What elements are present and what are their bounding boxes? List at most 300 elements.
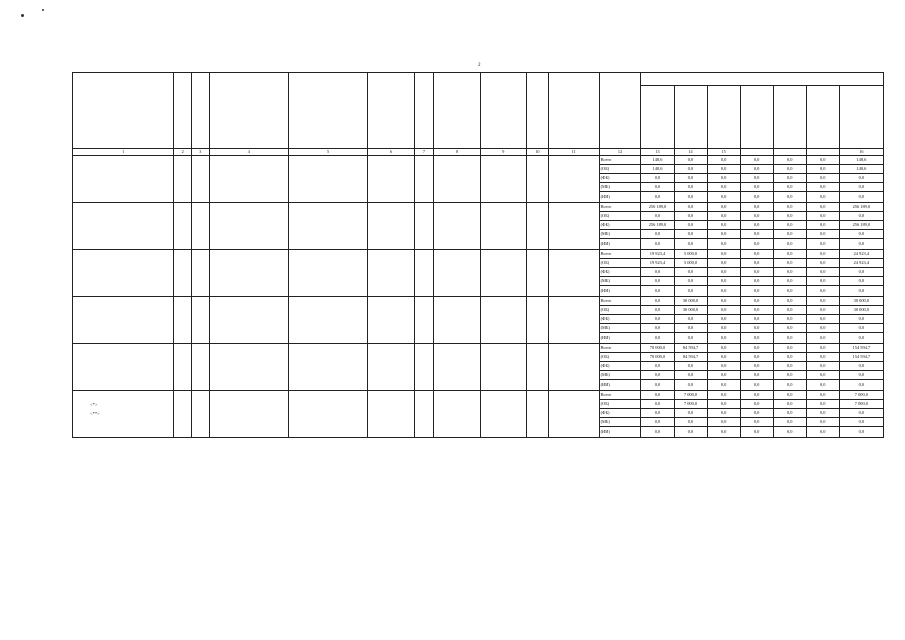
table-cell: 0,0: [740, 344, 773, 353]
blank-cell: [191, 203, 209, 250]
table-cell: 0,0: [707, 156, 740, 165]
table-cell: 0,0: [806, 371, 839, 380]
table-cell: 9: [480, 149, 526, 156]
table-cell: 0,0: [707, 221, 740, 230]
table-cell: 0,0: [773, 268, 806, 277]
table-cell: (ИИ): [599, 380, 641, 391]
table-cell: 154 594,7: [839, 353, 883, 362]
table-cell: (ФБ): [599, 315, 641, 324]
table-cell: 0,0: [773, 333, 806, 344]
table-cell: 0,0: [773, 380, 806, 391]
table-cell: Всего: [599, 250, 641, 259]
table-cell: (МБ): [599, 324, 641, 333]
table-cell: 0,0: [839, 427, 883, 438]
table-cell: (ФБ): [599, 174, 641, 183]
table-cell: (ОБ): [599, 353, 641, 362]
table-cell: 0,0: [707, 277, 740, 286]
table-cell: 0,0: [773, 427, 806, 438]
table-cell: 0,0: [806, 277, 839, 286]
table-cell: 0,0: [806, 427, 839, 438]
table-cell: 5 000,0: [674, 250, 707, 259]
table-cell: 0,0: [806, 297, 839, 306]
table-cell: 0,0: [707, 427, 740, 438]
blank-cell: [288, 344, 367, 391]
blank-cell: [526, 391, 548, 438]
table-cell: 0,0: [641, 183, 674, 192]
table-cell: 0,0: [773, 277, 806, 286]
table-cell: 0,0: [773, 418, 806, 427]
table-cell: [806, 149, 839, 156]
table-cell: 0,0: [707, 212, 740, 221]
table-cell: 0,0: [773, 344, 806, 353]
column-number-row: [73, 149, 884, 156]
blank-cell: [480, 250, 526, 297]
table-cell: 0,0: [740, 400, 773, 409]
table-cell: 24 923,4: [839, 250, 883, 259]
table-cell: 0,0: [674, 315, 707, 324]
table-cell: 0,0: [641, 400, 674, 409]
table-cell: 16: [839, 149, 883, 156]
blank-cell: [288, 203, 367, 250]
table-cell: 6: [368, 149, 414, 156]
blank-cell: [368, 297, 414, 344]
table-cell: 148,6: [839, 156, 883, 165]
table-cell: 0,0: [674, 277, 707, 286]
table-cell: 0,0: [641, 427, 674, 438]
table-cell: 0,0: [641, 418, 674, 427]
blank-cell: [414, 391, 434, 438]
table-cell: 7 000,0: [674, 391, 707, 400]
table-cell: 0,0: [740, 259, 773, 268]
table-cell: 0,0: [641, 212, 674, 221]
table-cell: 0,0: [773, 409, 806, 418]
table-cell: 30 000,0: [674, 306, 707, 315]
table-cell: 0,0: [773, 203, 806, 212]
blank-cell: [480, 344, 526, 391]
table-cell: 0,0: [641, 333, 674, 344]
table-cell: (МБ): [599, 183, 641, 192]
table-cell: 0,0: [839, 192, 883, 203]
table-cell: 0,0: [674, 418, 707, 427]
table-cell: (ИИ): [599, 192, 641, 203]
table-cell: 30 000,0: [674, 297, 707, 306]
table-cell: 0,0: [806, 353, 839, 362]
table-cell: 0,0: [806, 212, 839, 221]
table-cell: 0,0: [806, 400, 839, 409]
table-cell: 0,0: [806, 333, 839, 344]
table-cell: 0,0: [674, 268, 707, 277]
blank-cell: [368, 73, 414, 149]
table-cell: 0,0: [806, 391, 839, 400]
table-cell: [773, 149, 806, 156]
table-cell: 0,0: [740, 250, 773, 259]
blank-cell: [209, 156, 288, 203]
table-row: [73, 391, 884, 400]
table-cell: 0,0: [641, 239, 674, 250]
blank-cell: [548, 250, 599, 297]
table-row: [73, 156, 884, 165]
blank-cell: [740, 86, 773, 149]
table-cell: 0,0: [806, 183, 839, 192]
table-cell: 0,0: [839, 380, 883, 391]
table-cell: 0,0: [641, 380, 674, 391]
table-cell: 0,0: [641, 409, 674, 418]
table-cell: 0,0: [839, 371, 883, 380]
scan-speck: [21, 14, 24, 17]
blank-cell: [209, 344, 288, 391]
table-cell: 11: [548, 149, 599, 156]
table-row: [73, 250, 884, 259]
table-cell: (ФБ): [599, 362, 641, 371]
table-cell: 0,0: [773, 306, 806, 315]
blank-cell: [414, 203, 434, 250]
table-cell: 0,0: [740, 427, 773, 438]
table-cell: 0,0: [773, 250, 806, 259]
blank-cell: [209, 297, 288, 344]
table-cell: 0,0: [773, 192, 806, 203]
table-cell: 0,0: [641, 306, 674, 315]
blank-cell: [526, 203, 548, 250]
table-cell: 0,0: [839, 362, 883, 371]
table-cell: 0,0: [806, 418, 839, 427]
blank-cell: [73, 344, 174, 391]
table-cell: [740, 149, 773, 156]
table-cell: 0,0: [674, 165, 707, 174]
table-cell: 0,0: [707, 391, 740, 400]
table-cell: 0,0: [740, 362, 773, 371]
table-cell: 0,0: [674, 371, 707, 380]
blank-cell: [73, 73, 174, 149]
blank-cell: [414, 250, 434, 297]
table-cell: 7: [414, 149, 434, 156]
table-cell: 15: [707, 149, 740, 156]
table-cell: 0,0: [740, 239, 773, 250]
table-cell: 0,0: [740, 174, 773, 183]
table-cell: 0,0: [707, 344, 740, 353]
table-cell: 0,0: [773, 230, 806, 239]
table-cell: 0,0: [740, 324, 773, 333]
table-cell: 12: [599, 149, 641, 156]
table-cell: 0,0: [740, 418, 773, 427]
table-cell: 256 189,0: [839, 221, 883, 230]
blank-cell: [174, 250, 192, 297]
table-cell: 0,0: [707, 165, 740, 174]
table-cell: (ОБ): [599, 259, 641, 268]
blank-cell: [191, 250, 209, 297]
blank-cell: [288, 250, 367, 297]
blank-cell: [548, 297, 599, 344]
blank-cell: [707, 86, 740, 149]
table-cell: Всего: [599, 156, 641, 165]
table-cell: 0,0: [806, 230, 839, 239]
blank-cell: [434, 250, 480, 297]
table-cell: 148,6: [641, 156, 674, 165]
blank-cell: [806, 86, 839, 149]
table-cell: 1: [73, 149, 174, 156]
blank-cell: [434, 73, 480, 149]
blank-cell: [480, 391, 526, 438]
table-cell: 0,0: [707, 409, 740, 418]
table-cell: 0,0: [707, 259, 740, 268]
table-cell: Всего: [599, 297, 641, 306]
blank-cell: [288, 73, 367, 149]
table-row: [73, 203, 884, 212]
blank-cell: [548, 156, 599, 203]
table-cell: 0,0: [641, 174, 674, 183]
blank-cell: [526, 297, 548, 344]
table-cell: 0,0: [773, 391, 806, 400]
table-cell: 0,0: [806, 306, 839, 315]
table-cell: (ФБ): [599, 268, 641, 277]
table-cell: 0,0: [740, 333, 773, 344]
footnote-2: <**>: [90, 411, 100, 416]
table-cell: (ОБ): [599, 165, 641, 174]
blank-cell: [414, 344, 434, 391]
table-cell: 0,0: [707, 183, 740, 192]
table-cell: 0,0: [740, 277, 773, 286]
table-cell: 0,0: [641, 297, 674, 306]
table-cell: 0,0: [641, 230, 674, 239]
table-cell: 70 000,0: [641, 353, 674, 362]
blank-cell: [526, 250, 548, 297]
blank-cell: [288, 156, 367, 203]
table-cell: 0,0: [674, 239, 707, 250]
blank-cell: [368, 250, 414, 297]
table-cell: (ФБ): [599, 221, 641, 230]
table-cell: 0,0: [707, 268, 740, 277]
table-cell: 0,0: [806, 315, 839, 324]
table-cell: 0,0: [740, 230, 773, 239]
table-cell: 5 000,0: [674, 259, 707, 268]
table-cell: 0,0: [707, 333, 740, 344]
table-cell: 24 923,4: [839, 259, 883, 268]
table-cell: 256 189,0: [641, 203, 674, 212]
blank-cell: [368, 156, 414, 203]
table-cell: 0,0: [641, 268, 674, 277]
blank-cell: [174, 203, 192, 250]
table-cell: 0,0: [740, 297, 773, 306]
table-cell: 0,0: [740, 353, 773, 362]
table-cell: 0,0: [806, 409, 839, 418]
table-cell: 256 189,0: [839, 203, 883, 212]
table-cell: 0,0: [641, 362, 674, 371]
blank-cell: [191, 156, 209, 203]
table-cell: 0,0: [806, 203, 839, 212]
blank-cell: [434, 391, 480, 438]
table-cell: (ОБ): [599, 212, 641, 221]
table-cell: 0,0: [707, 286, 740, 297]
table-cell: (МБ): [599, 371, 641, 380]
table-cell: 7 000,0: [839, 391, 883, 400]
scan-speck: [42, 9, 44, 11]
table-cell: 0,0: [839, 324, 883, 333]
table-cell: 0,0: [740, 371, 773, 380]
blank-cell: [209, 73, 288, 149]
blank-cell: [434, 344, 480, 391]
table-cell: 0,0: [773, 286, 806, 297]
table-cell: 0,0: [806, 268, 839, 277]
blank-cell: [839, 86, 883, 149]
table-cell: 10: [526, 149, 548, 156]
table-cell: 0,0: [674, 409, 707, 418]
blank-cell: [480, 297, 526, 344]
blank-cell: [368, 203, 414, 250]
table-cell: 0,0: [740, 165, 773, 174]
table-cell: (МБ): [599, 418, 641, 427]
table-cell: 0,0: [806, 344, 839, 353]
table-cell: 19 923,4: [641, 250, 674, 259]
table-cell: 0,0: [674, 156, 707, 165]
table-cell: 0,0: [740, 156, 773, 165]
table-cell: [641, 73, 884, 86]
table-cell: 0,0: [707, 418, 740, 427]
table-cell: 0,0: [641, 371, 674, 380]
table-cell: 0,0: [707, 250, 740, 259]
table-cell: 0,0: [773, 221, 806, 230]
table-cell: 0,0: [707, 239, 740, 250]
table-cell: 148,6: [839, 165, 883, 174]
table-cell: 0,0: [740, 409, 773, 418]
blank-cell: [434, 156, 480, 203]
table-cell: 0,0: [806, 286, 839, 297]
blank-cell: [174, 156, 192, 203]
table-cell: 0,0: [839, 174, 883, 183]
blank-cell: [526, 156, 548, 203]
table-cell: 148,6: [641, 165, 674, 174]
blank-cell: [599, 73, 641, 149]
table-cell: 0,0: [773, 315, 806, 324]
table-cell: 14: [674, 149, 707, 156]
table-cell: 0,0: [740, 268, 773, 277]
blank-cell: [414, 73, 434, 149]
table-cell: 0,0: [674, 230, 707, 239]
table-cell: (ИИ): [599, 427, 641, 438]
blank-cell: [209, 203, 288, 250]
table-cell: 0,0: [740, 286, 773, 297]
table-cell: 0,0: [674, 333, 707, 344]
table-cell: (ФБ): [599, 409, 641, 418]
table-cell: 84 594,7: [674, 344, 707, 353]
blank-cell: [480, 203, 526, 250]
table-cell: Всего: [599, 391, 641, 400]
table-cell: 0,0: [740, 391, 773, 400]
blank-cell: [526, 344, 548, 391]
table-cell: (МБ): [599, 230, 641, 239]
blank-cell: [434, 297, 480, 344]
table-cell: 0,0: [740, 221, 773, 230]
blank-cell: [191, 297, 209, 344]
blank-cell: [288, 297, 367, 344]
table-cell: (МБ): [599, 277, 641, 286]
table-cell: 0,0: [740, 203, 773, 212]
table-cell: 0,0: [740, 192, 773, 203]
footnotes: [90, 400, 100, 418]
table-cell: 0,0: [773, 371, 806, 380]
table-cell: 0,0: [674, 174, 707, 183]
blank-cell: [548, 344, 599, 391]
blank-cell: [191, 344, 209, 391]
table-cell: 0,0: [707, 371, 740, 380]
table-cell: 0,0: [773, 259, 806, 268]
blank-cell: [526, 73, 548, 149]
table-cell: 0,0: [806, 259, 839, 268]
table-cell: 30 000,0: [839, 297, 883, 306]
blank-cell: [174, 73, 192, 149]
table-cell: Всего: [599, 344, 641, 353]
blank-cell: [674, 86, 707, 149]
table-cell: 0,0: [839, 315, 883, 324]
table-cell: 0,0: [674, 192, 707, 203]
table-cell: 0,0: [806, 192, 839, 203]
blank-cell: [174, 297, 192, 344]
table-cell: 0,0: [773, 183, 806, 192]
table-cell: 3: [191, 149, 209, 156]
blank-cell: [548, 391, 599, 438]
table-cell: 0,0: [740, 315, 773, 324]
table-cell: 0,0: [740, 306, 773, 315]
header-row-1: [73, 73, 884, 86]
table-cell: 0,0: [806, 380, 839, 391]
table-cell: 30 000,0: [839, 306, 883, 315]
table-cell: 0,0: [707, 324, 740, 333]
table-cell: 0,0: [641, 391, 674, 400]
table-cell: 0,0: [839, 409, 883, 418]
table-cell: 256 189,0: [641, 221, 674, 230]
table-cell: 0,0: [707, 400, 740, 409]
table-cell: 2: [174, 149, 192, 156]
table-cell: 0,0: [641, 286, 674, 297]
table-cell: 0,0: [707, 174, 740, 183]
page-number: 2: [478, 63, 481, 68]
table-cell: 0,0: [806, 250, 839, 259]
table-cell: 0,0: [806, 165, 839, 174]
blank-cell: [641, 86, 674, 149]
table-cell: 0,0: [773, 297, 806, 306]
blank-cell: [480, 73, 526, 149]
table-cell: 0,0: [707, 203, 740, 212]
blank-cell: [773, 86, 806, 149]
blank-cell: [209, 250, 288, 297]
blank-cell: [288, 391, 367, 438]
table-cell: 0,0: [674, 212, 707, 221]
table-cell: 0,0: [806, 362, 839, 371]
table-cell: 0,0: [839, 230, 883, 239]
table-cell: 5: [288, 149, 367, 156]
blank-cell: [73, 297, 174, 344]
table-cell: 70 000,0: [641, 344, 674, 353]
table-cell: 0,0: [707, 192, 740, 203]
blank-cell: [191, 391, 209, 438]
table-row: [73, 344, 884, 353]
financing-table: [72, 72, 884, 438]
blank-cell: [480, 156, 526, 203]
table-cell: (ИИ): [599, 286, 641, 297]
blank-cell: [174, 344, 192, 391]
footnote-1: <*>: [90, 402, 98, 407]
blank-cell: [414, 156, 434, 203]
blank-cell: [548, 203, 599, 250]
table-cell: 0,0: [773, 212, 806, 221]
table-cell: 84 594,7: [674, 353, 707, 362]
blank-cell: [434, 203, 480, 250]
table-cell: 0,0: [773, 165, 806, 174]
table-row: [73, 297, 884, 306]
table-cell: 0,0: [773, 239, 806, 250]
table-cell: 0,0: [707, 380, 740, 391]
table-cell: 0,0: [806, 324, 839, 333]
table-cell: 0,0: [839, 277, 883, 286]
blank-cell: [368, 391, 414, 438]
